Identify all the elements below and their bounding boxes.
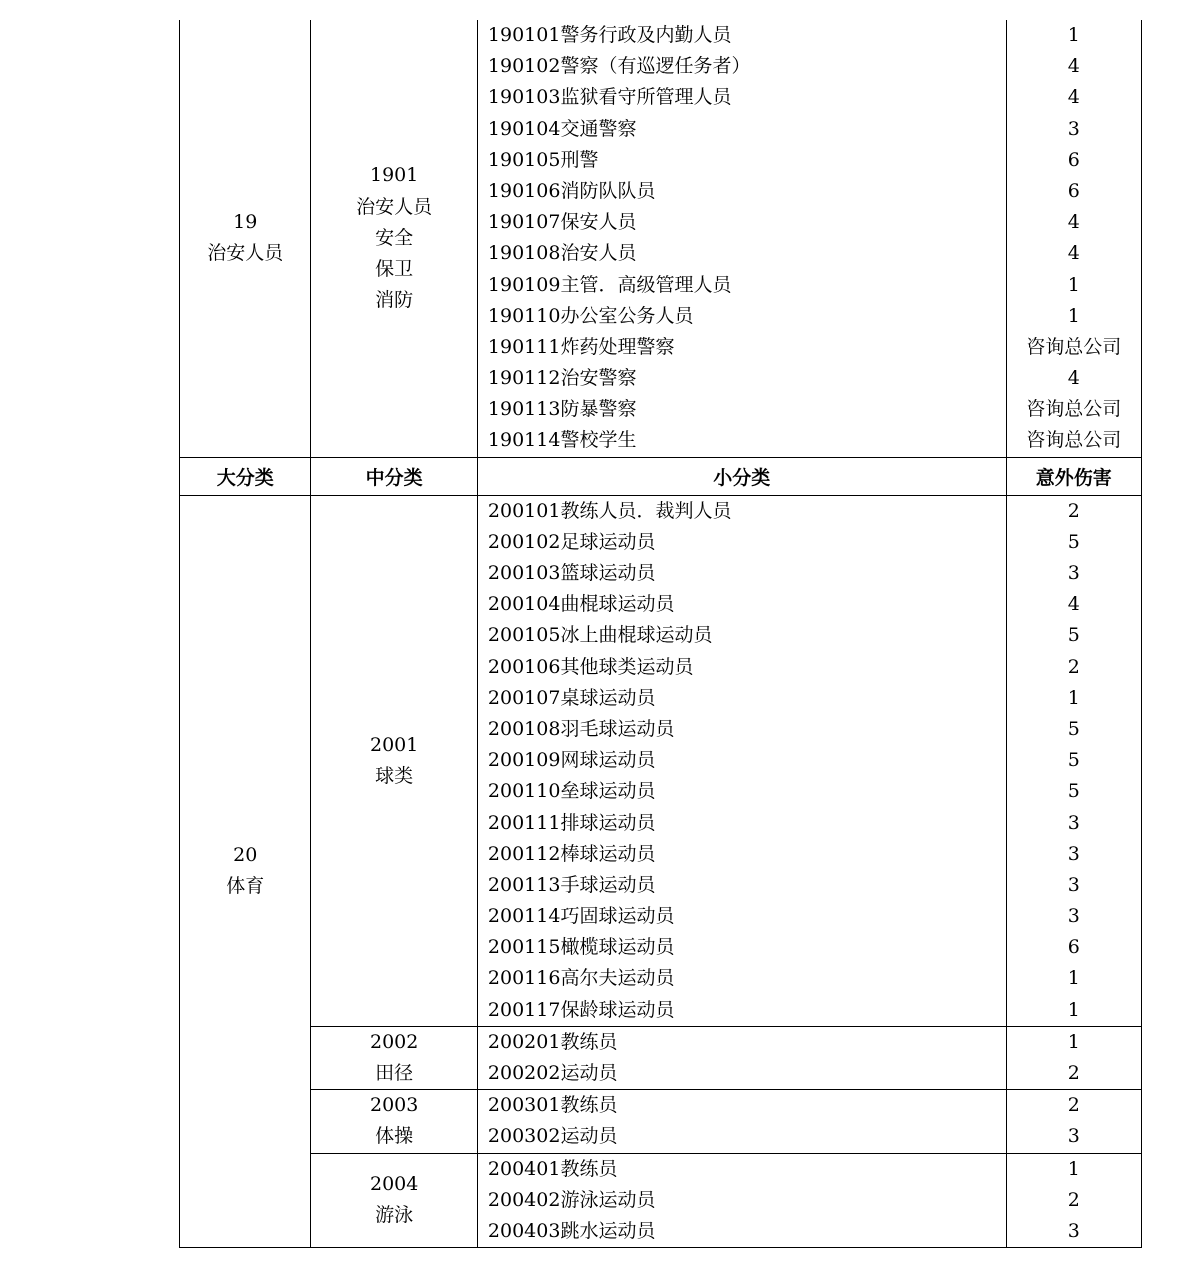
- list-item: 200403跳水运动员: [487, 1219, 656, 1242]
- risk-value: 4: [1067, 367, 1080, 390]
- table-header: [180, 457, 1142, 495]
- middle-name: 治安人员: [356, 195, 433, 218]
- header-risk: 意外伤害: [1006, 457, 1141, 495]
- list-item: 200302运动员: [487, 1125, 618, 1148]
- middle-code: 2004: [369, 1173, 419, 1196]
- middle-category-cell: [311, 1026, 478, 1089]
- major-code: 20: [233, 844, 258, 867]
- risk-level-cell: [1006, 495, 1141, 1026]
- middle-category-cell: [311, 495, 478, 1026]
- list-item: 190111炸药处理警察: [487, 335, 675, 358]
- middle-name: 田径: [375, 1062, 414, 1084]
- list-item: 200111排球运动员: [487, 811, 656, 834]
- list-item: 200202运动员: [487, 1062, 618, 1084]
- minor-category-cell: [477, 1153, 1006, 1248]
- minor-category-cell: [477, 1090, 1006, 1153]
- risk-value: 2: [1067, 1094, 1080, 1117]
- risk-value: 咨询总公司: [1026, 398, 1122, 421]
- list-item: 200201教练员: [487, 1030, 618, 1053]
- risk-value: 1: [1067, 686, 1080, 709]
- risk-value: 2: [1067, 1062, 1080, 1084]
- major-category-cell: [180, 20, 311, 457]
- list-item: 190112治安警察: [487, 367, 637, 390]
- list-item: 200402游泳运动员: [487, 1188, 656, 1211]
- table-row: [180, 1090, 1142, 1153]
- major-name: 体育: [226, 875, 265, 898]
- list-item: 200112棒球运动员: [487, 842, 656, 865]
- risk-value: 4: [1067, 86, 1080, 109]
- table-row: [180, 495, 1142, 1026]
- middle-category-cell: [311, 1153, 478, 1248]
- risk-value: 6: [1067, 148, 1080, 171]
- list-item: 190103监狱看守所管理人员: [487, 86, 732, 109]
- middle-category-cell: [311, 20, 478, 457]
- table-row: [180, 1153, 1142, 1248]
- list-item: 190105刑警: [487, 148, 599, 171]
- risk-value: 5: [1067, 717, 1080, 740]
- list-item: 190104交通警察: [487, 117, 637, 140]
- occupation-table: [179, 20, 1142, 1248]
- middle-code: 2002: [369, 1030, 419, 1053]
- list-item: 190114警校学生: [487, 429, 637, 452]
- risk-value: 4: [1067, 211, 1080, 234]
- list-item: 200102足球运动员: [487, 530, 656, 553]
- risk-value: 2: [1067, 1188, 1080, 1211]
- list-item: 200401教练员: [487, 1157, 618, 1180]
- major-category-cell: [180, 495, 311, 1248]
- list-item: 190101警务行政及内勤人员: [487, 24, 732, 46]
- risk-value: 2: [1067, 655, 1080, 678]
- minor-category-cell: [477, 20, 1006, 457]
- middle-name: 消防: [375, 289, 414, 312]
- risk-value: 1: [1067, 1030, 1080, 1053]
- list-item: 200110垒球运动员: [487, 780, 656, 803]
- table-row: [180, 1026, 1142, 1089]
- header-row: [180, 457, 1142, 495]
- header-minor: 小分类: [477, 457, 1006, 495]
- list-item: 200103篮球运动员: [487, 562, 656, 584]
- middle-code: 2003: [369, 1094, 419, 1117]
- risk-value: 3: [1067, 811, 1080, 834]
- middle-category-cell: [311, 1090, 478, 1153]
- list-item: 190108治安人员: [487, 242, 637, 265]
- risk-value: 3: [1067, 873, 1080, 896]
- list-item: 190109主管．高级管理人员: [487, 273, 732, 296]
- risk-value: 3: [1067, 562, 1080, 584]
- list-item: 190110办公室公务人员: [487, 304, 694, 327]
- risk-level-cell: [1006, 1153, 1141, 1248]
- risk-value: 4: [1067, 593, 1080, 616]
- risk-value: 1: [1067, 1157, 1080, 1180]
- header-middle: 中分类: [311, 457, 478, 495]
- header-major: 大分类: [180, 457, 311, 495]
- risk-value: 3: [1067, 842, 1080, 865]
- risk-value: 6: [1067, 936, 1080, 959]
- middle-name: 保卫: [375, 257, 414, 280]
- risk-value: 1: [1067, 273, 1080, 296]
- risk-value: 1: [1067, 304, 1080, 327]
- list-item: 200106其他球类运动员: [487, 655, 694, 678]
- risk-value: 3: [1067, 1125, 1080, 1148]
- risk-level-cell: [1006, 20, 1141, 457]
- risk-value: 咨询总公司: [1026, 429, 1122, 452]
- list-item: 190102警察（有巡逻任务者）: [487, 55, 751, 78]
- list-item: 190113防暴警察: [487, 398, 637, 421]
- risk-level-cell: [1006, 1090, 1141, 1153]
- middle-code: 2001: [369, 733, 419, 756]
- risk-value: 4: [1067, 242, 1080, 265]
- list-item: 200117保龄球运动员: [487, 998, 675, 1021]
- risk-value: 5: [1067, 624, 1080, 647]
- list-item: 200109网球运动员: [487, 749, 656, 772]
- list-item: 190107保安人员: [487, 211, 637, 234]
- occupation-table-frame: [179, 20, 1142, 1248]
- risk-value: 4: [1067, 55, 1080, 78]
- list-item: 190106消防队队员: [487, 179, 656, 202]
- list-item: 200114巧固球运动员: [487, 905, 675, 928]
- list-item: 200108羽毛球运动员: [487, 717, 675, 740]
- major-name: 治安人员: [207, 242, 284, 265]
- middle-name: 球类: [375, 764, 414, 787]
- middle-name: 安全: [375, 226, 414, 249]
- risk-value: 3: [1067, 1219, 1080, 1242]
- middle-name: 游泳: [375, 1204, 414, 1227]
- list-item: 200104曲棍球运动员: [487, 593, 675, 616]
- risk-value: 5: [1067, 749, 1080, 772]
- risk-value: 3: [1067, 905, 1080, 928]
- section-19: [180, 20, 1142, 457]
- table-row: [180, 20, 1142, 457]
- risk-value: 1: [1067, 998, 1080, 1021]
- list-item: 200115橄榄球运动员: [487, 936, 675, 959]
- list-item: 200113手球运动员: [487, 873, 656, 896]
- risk-value: 2: [1067, 499, 1080, 522]
- risk-value: 1: [1067, 967, 1080, 990]
- list-item: 200116高尔夫运动员: [487, 967, 675, 990]
- middle-name: 体操: [375, 1125, 414, 1148]
- risk-value: 1: [1067, 24, 1080, 46]
- list-item: 200107桌球运动员: [487, 686, 656, 709]
- risk-value: 3: [1067, 117, 1080, 140]
- major-code: 19: [233, 211, 258, 234]
- list-item: 200301教练员: [487, 1094, 618, 1117]
- list-item: 200101教练人员．裁判人员: [487, 499, 732, 522]
- list-item: 200105冰上曲棍球运动员: [487, 624, 713, 647]
- risk-level-cell: [1006, 1026, 1141, 1089]
- risk-value: 咨询总公司: [1026, 335, 1122, 358]
- risk-value: 5: [1067, 530, 1080, 553]
- section-20: [180, 495, 1142, 1248]
- minor-category-cell: [477, 1026, 1006, 1089]
- risk-value: 5: [1067, 780, 1080, 803]
- minor-category-cell: [477, 495, 1006, 1026]
- middle-code: 1901: [369, 164, 419, 187]
- risk-value: 6: [1067, 179, 1080, 202]
